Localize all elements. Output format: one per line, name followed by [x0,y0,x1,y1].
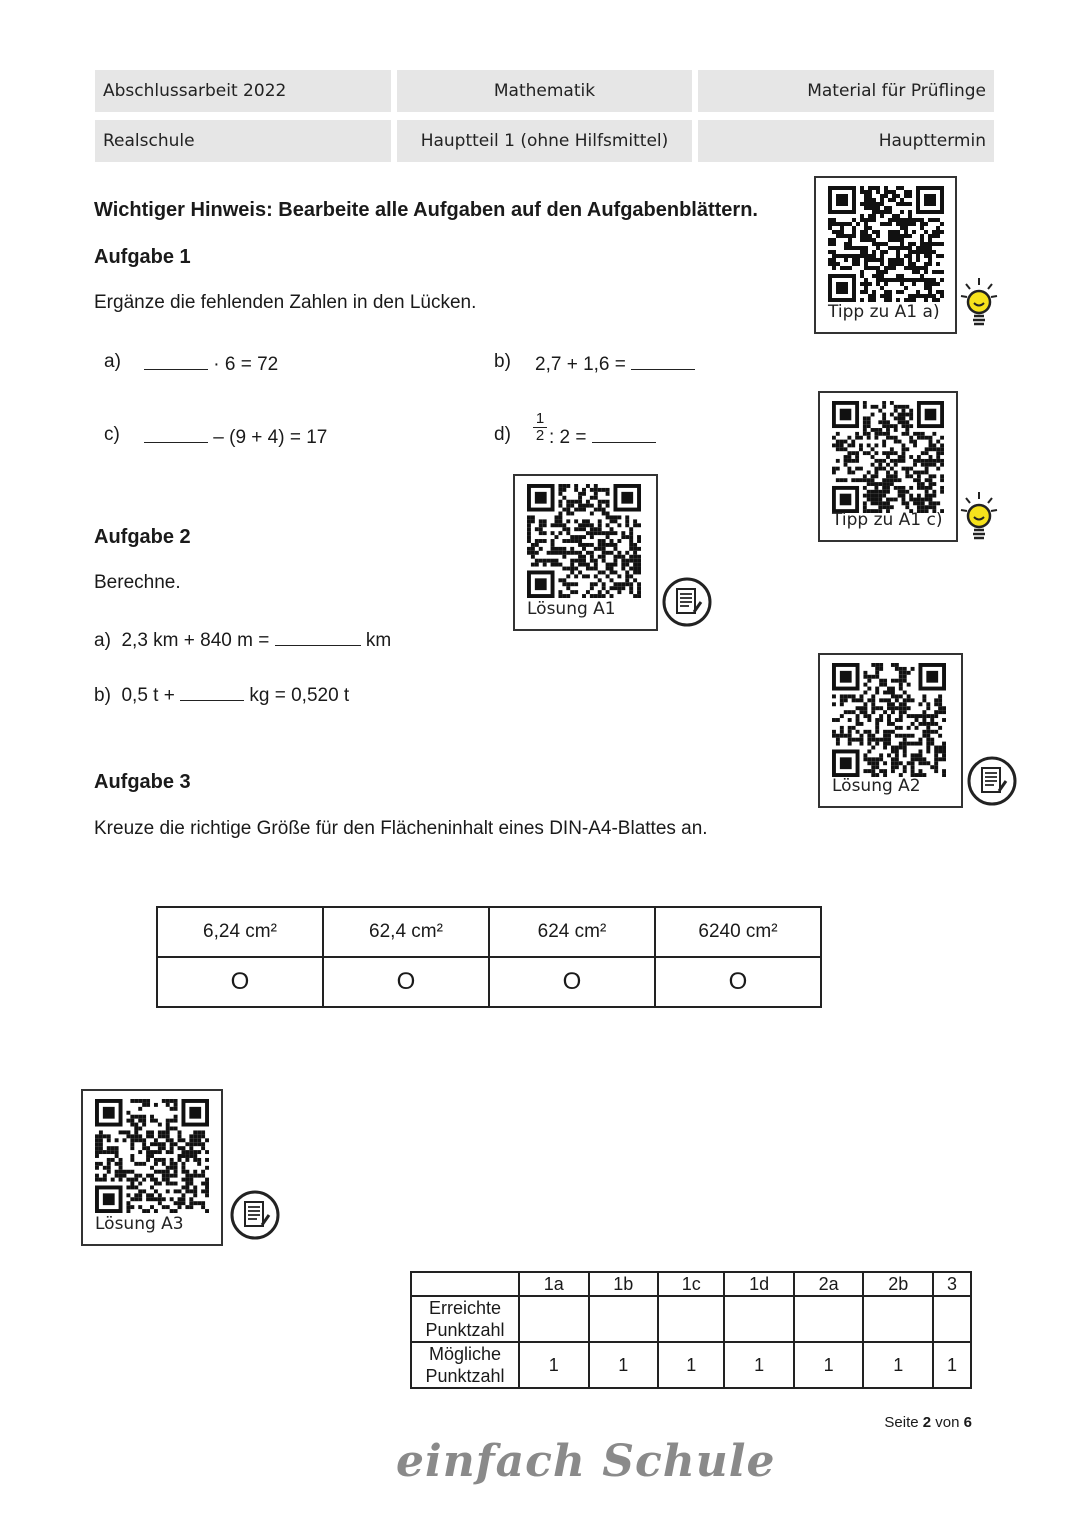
header-cell-subject [397,70,692,112]
header-text: Material für Prüflinge [807,81,986,101]
answer-blank[interactable] [144,351,208,370]
score-table [410,1271,972,1389]
task1d-text: : 2 = [549,427,587,448]
header-text: Abschlussarbeit 2022 [103,81,287,101]
score-possible: 1 [589,1342,659,1388]
task1c-label: c) [104,424,120,445]
score-possible: 1 [658,1342,724,1388]
header-text: Haupttermin [878,131,986,151]
task2-instruction: Berechne. [94,572,181,593]
task1a-expression [144,351,278,376]
task2a-text: 2,3 km + 840 m = [121,630,270,651]
score-possible: 1 [863,1342,933,1388]
score-input-cell[interactable] [519,1296,589,1342]
score-row-label-achieved: Erreichte Punktzahl [411,1296,519,1342]
document-icon [661,576,713,628]
task1d-label: d) [494,424,511,445]
fraction-numerator: 1 [535,410,545,427]
header-cell-school [95,120,391,162]
choice-circle[interactable]: O [323,957,489,1007]
task2b-text: 0,5 t + [121,685,175,706]
task2b-expression [94,682,349,707]
score-corner [411,1272,519,1296]
score-input-cell[interactable] [724,1296,794,1342]
answer-blank[interactable] [592,424,656,443]
qr-code-icon [828,186,944,302]
page-mid: von [935,1414,960,1431]
choice-circle[interactable]: O [655,957,821,1007]
score-col-header: 1c [658,1272,724,1296]
task2a-unit: km [365,630,392,651]
score-col-header: 1d [724,1272,794,1296]
score-input-cell[interactable] [589,1296,659,1342]
document-icon [966,755,1018,807]
choice-table [156,906,822,1008]
choice-circle[interactable]: O [489,957,655,1007]
header-cell-term [698,120,994,162]
score-col-header: 1b [589,1272,659,1296]
header-text: Mathematik [493,81,596,101]
header-cell-material [698,70,994,112]
header-cell-exam [95,70,391,112]
header-cell-part [397,120,692,162]
task1a-label: a) [104,351,121,372]
task2a-expression [94,627,391,652]
choice-circle[interactable]: O [157,957,323,1007]
qr-code-icon [832,663,946,777]
document-icon [229,1189,281,1241]
page-current: 2 [922,1414,932,1431]
qr-caption: Lösung A3 [95,1214,184,1234]
qr-loesung-a3[interactable] [81,1089,223,1246]
qr-tipp-a1a[interactable] [814,176,957,334]
qr-loesung-a2[interactable] [818,653,963,808]
choice-option: 6,24 cm² [157,907,323,957]
score-possible: 1 [724,1342,794,1388]
score-input-cell[interactable] [863,1296,933,1342]
score-col-header: 3 [933,1272,971,1296]
task1a-text: · 6 = 72 [213,354,279,375]
qr-code-icon [832,401,944,513]
score-input-cell[interactable] [658,1296,724,1342]
task1b-label: b) [494,351,511,372]
choice-option: 62,4 cm² [323,907,489,957]
task1b-expression [535,351,695,376]
fraction [533,411,547,444]
score-possible: 1 [519,1342,589,1388]
lightbulb-icon [958,276,1000,332]
score-col-header: 1a [519,1272,589,1296]
score-possible: 1 [794,1342,864,1388]
answer-blank[interactable] [275,627,361,646]
task1-instruction: Ergänze die fehlenden Zahlen in den Lücken. [94,292,477,313]
header-text: Realschule [103,131,195,151]
choice-option: 6240 cm² [655,907,821,957]
task1c-text: – (9 + 4) = 17 [213,427,328,448]
task3-instruction: Kreuze die richtige Größe für den Flächeninhalt eines DIN-A4-Blattes an. [94,818,708,839]
qr-caption: Tipp zu A1 c) [832,510,943,530]
task2a-label: a) [94,630,111,651]
task1b-text: 2,7 + 1,6 = [535,354,626,375]
score-col-header: 2a [794,1272,864,1296]
answer-blank[interactable] [180,682,244,701]
qr-caption: Tipp zu A1 a) [828,302,940,322]
page-number [884,1414,972,1431]
task1-title: Aufgabe 1 [94,246,191,268]
qr-code-icon [527,484,641,598]
qr-tipp-a1c[interactable] [818,391,958,542]
answer-blank[interactable] [631,351,695,370]
page-total: 6 [963,1414,972,1431]
brand-logo: einfach Schule [396,1436,776,1487]
qr-code-icon [95,1099,209,1213]
answer-blank[interactable] [144,424,208,443]
choice-option: 624 cm² [489,907,655,957]
task3-title: Aufgabe 3 [94,771,191,793]
score-row-label-possible: Mögliche Punktzahl [411,1342,519,1388]
qr-caption: Lösung A2 [832,776,921,796]
lightbulb-icon [958,490,1000,546]
qr-loesung-a1[interactable] [513,474,658,631]
fraction-denominator: 2 [533,427,547,444]
important-note: Wichtiger Hinweis: Bearbeite alle Aufgaben auf den Aufgabenblättern. [94,199,758,221]
score-input-cell[interactable] [933,1296,971,1342]
score-possible: 1 [933,1342,971,1388]
task2b-label: b) [94,685,111,706]
header-text: Hauptteil 1 (ohne Hilfsmittel) [420,131,669,151]
qr-caption: Lösung A1 [527,599,616,619]
score-col-header: 2b [863,1272,933,1296]
task2b-rest: kg = 0,520 t [249,685,350,706]
task1d-expression [549,424,656,449]
page-prefix: Seite [884,1414,919,1431]
task1c-expression [144,424,327,449]
score-input-cell[interactable] [794,1296,864,1342]
task2-title: Aufgabe 2 [94,526,191,548]
